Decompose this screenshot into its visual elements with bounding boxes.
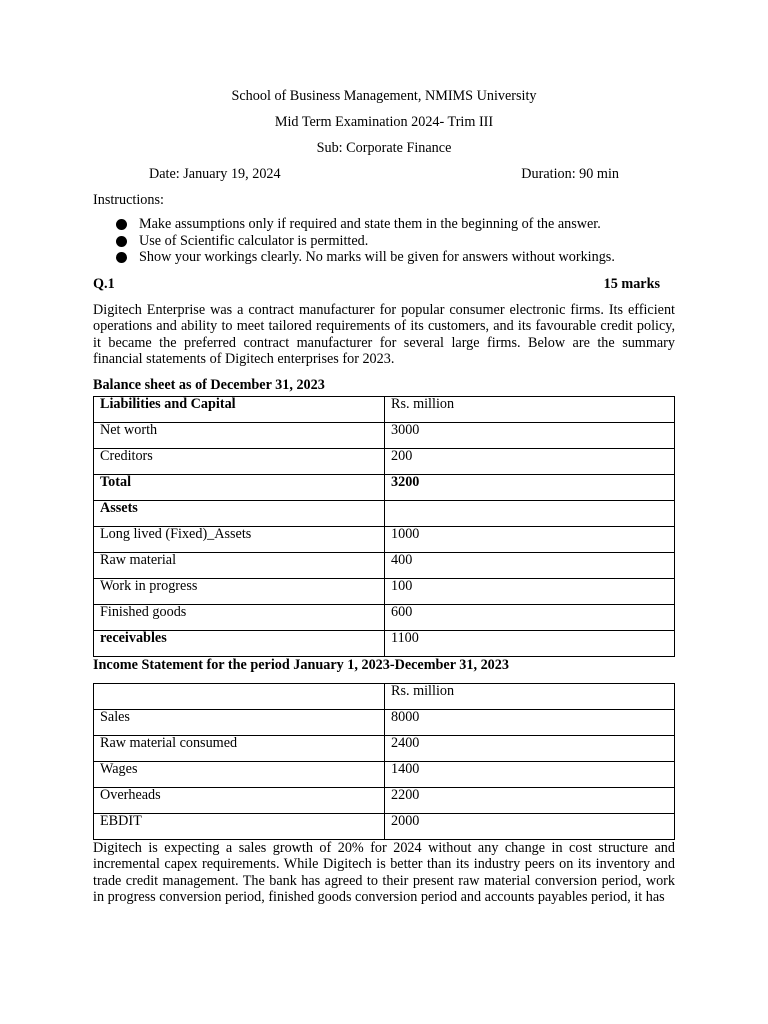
row-value	[385, 500, 675, 526]
question-followup: Digitech is expecting a sales growth of 20% for 2024 without any change in cost structure and incremental capex requirements. While Digitech is better than its industry peers on its inventory and trade credit management. The bank has agreed to their present raw material conversion period, work in progress conversion period, finished goods conversion period and accounts payables period, it has	[93, 839, 675, 906]
row-label: Creditors	[94, 448, 385, 474]
bullet-icon	[116, 219, 127, 230]
table-row	[94, 448, 675, 474]
table-row	[94, 422, 675, 448]
table-row	[94, 683, 675, 709]
row-value: 3000	[385, 422, 675, 448]
row-label: Overheads	[94, 787, 385, 813]
row-label: receivables	[94, 630, 385, 656]
school-name: School of Business Management, NMIMS University	[231, 88, 537, 104]
balance-sheet-table	[93, 396, 675, 657]
question-header	[93, 276, 675, 302]
exam-page	[93, 88, 675, 906]
instructions-list	[93, 216, 675, 266]
row-label: Liabilities and Capital	[94, 396, 385, 422]
subject-line: Sub: Corporate Finance	[316, 140, 452, 156]
list-item: Show your workings clearly. No marks will be given for answers without workings.	[93, 249, 675, 266]
row-label: Long lived (Fixed)_Assets	[94, 526, 385, 552]
table-row	[94, 787, 675, 813]
bullet-icon	[116, 252, 127, 263]
row-label: Sales	[94, 709, 385, 735]
row-value: 100	[385, 578, 675, 604]
exam-duration: Duration: 90 min	[521, 166, 619, 182]
income-statement-title: Income Statement for the period January 1, 2023-December 31, 2023	[93, 656, 509, 673]
row-label: Total	[94, 474, 385, 500]
table-row	[94, 474, 675, 500]
row-value: 1400	[385, 761, 675, 787]
row-label: Net worth	[94, 422, 385, 448]
question-number: Q.1	[93, 275, 115, 292]
row-value: 600	[385, 604, 675, 630]
table-row	[94, 761, 675, 787]
table-row	[94, 813, 675, 839]
table-row	[94, 735, 675, 761]
row-value: 2200	[385, 787, 675, 813]
list-item: Make assumptions only if required and state them in the beginning of the answer.	[93, 216, 675, 233]
table-row	[94, 396, 675, 422]
row-value: 1100	[385, 630, 675, 656]
row-label: Raw material consumed	[94, 735, 385, 761]
row-value: 8000	[385, 709, 675, 735]
exam-title: Mid Term Examination 2024- Trim III	[274, 114, 494, 130]
row-value: 400	[385, 552, 675, 578]
row-value: 1000	[385, 526, 675, 552]
table-row	[94, 526, 675, 552]
list-item: Use of Scientific calculator is permitted.	[93, 233, 675, 250]
income-statement-table	[93, 683, 675, 840]
row-value: 3200	[385, 474, 675, 500]
row-value: 2400	[385, 735, 675, 761]
question-marks: 15 marks	[603, 275, 660, 292]
table-row	[94, 630, 675, 656]
table-row	[94, 552, 675, 578]
exam-date: Date: January 19, 2024	[149, 166, 281, 182]
row-label: Raw material	[94, 552, 385, 578]
table-row	[94, 578, 675, 604]
row-value: 2000	[385, 813, 675, 839]
row-value: Rs. million	[385, 396, 675, 422]
table-row	[94, 604, 675, 630]
table-row	[94, 500, 675, 526]
row-label: Finished goods	[94, 604, 385, 630]
instructions-label: Instructions:	[93, 192, 164, 208]
row-label: Work in progress	[94, 578, 385, 604]
date-duration-row	[93, 166, 675, 192]
row-value: 200	[385, 448, 675, 474]
bullet-icon	[116, 236, 127, 247]
row-label: Wages	[94, 761, 385, 787]
table-row	[94, 709, 675, 735]
row-label: Assets	[94, 500, 385, 526]
balance-sheet-title: Balance sheet as of December 31, 2023	[93, 376, 325, 393]
row-label: EBDIT	[94, 813, 385, 839]
row-value: Rs. million	[385, 683, 675, 709]
question-intro: Digitech Enterprise was a contract manufacturer for popular consumer electronic firms. Its efficient operations and ability to meet tailored requirements of its customers, and its favourable credit policy, it became the preferred contract manufacturer for several large firms. Below are the summary financial statements of Digitech enterprises for 2023.	[93, 301, 675, 368]
row-label	[94, 683, 385, 709]
